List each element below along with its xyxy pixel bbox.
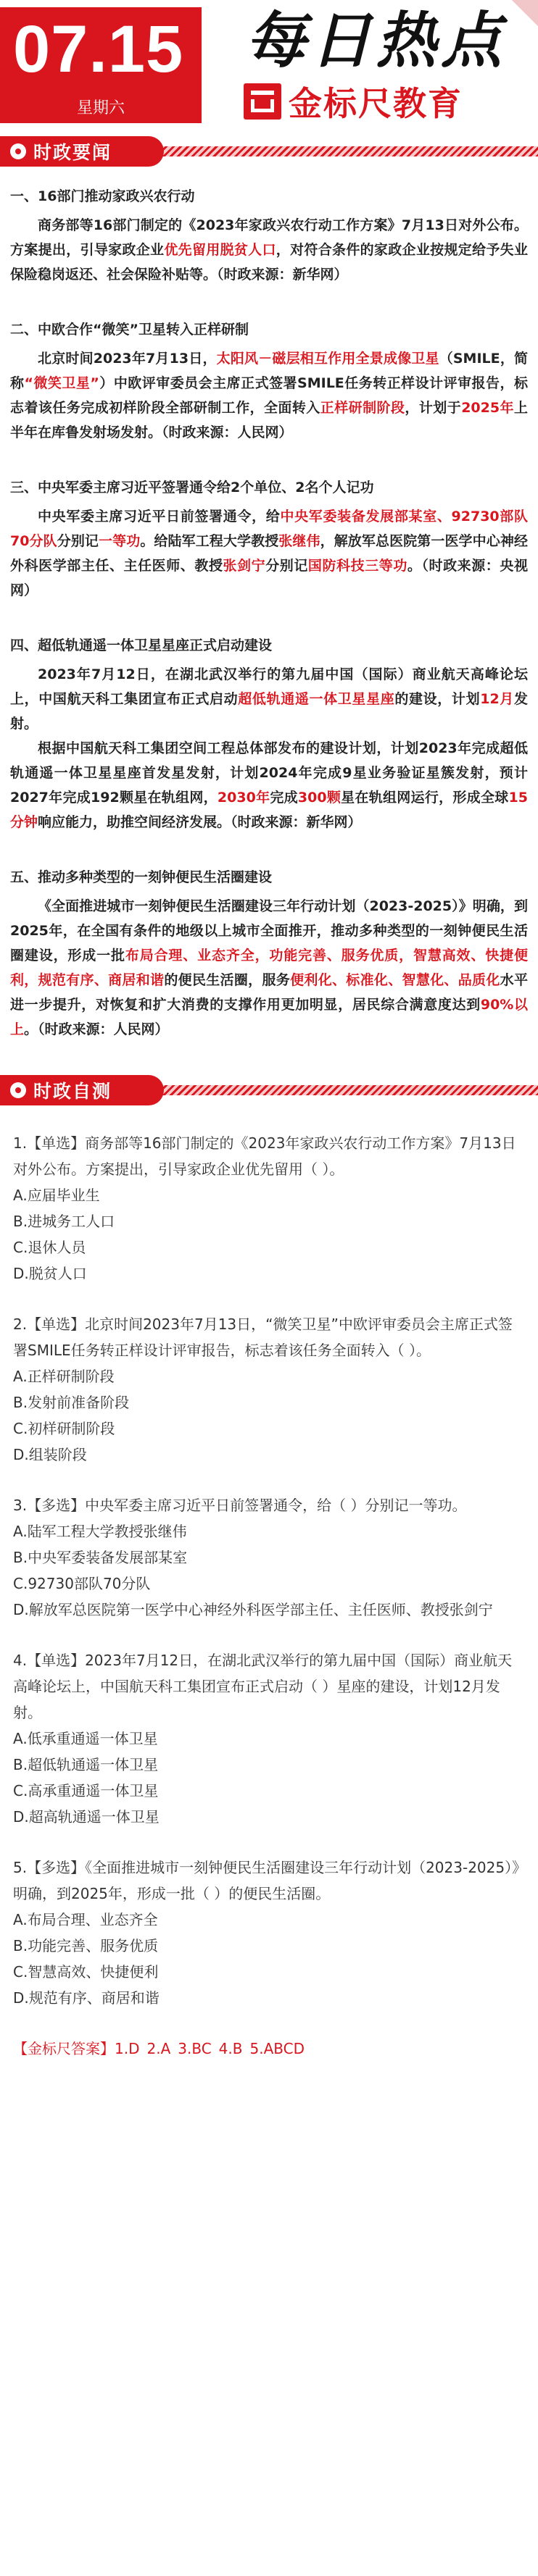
highlight-text: “微笑卫星” [24,375,99,391]
daily-hotspot-title: 每日热点 [245,4,507,76]
body-text: 分别记 [265,558,308,574]
news-section-header [0,133,538,170]
section-title: 时政要闻 [33,142,112,163]
news-list [0,170,538,1042]
answer-item: 4.B [218,2040,243,2057]
question-option: D.超高轨通遥一体卫星 [13,1808,160,1826]
question-option: C.退休人员 [13,1239,86,1256]
body-text: 分别记 [57,533,99,549]
highlight-text: 国防科技三等功 [307,558,407,574]
question-option: B.进城务工人口 [13,1213,115,1230]
answer-items [115,2040,305,2057]
quiz-question [13,1492,525,1623]
highlight-text: 90%以上 [10,997,528,1037]
quiz-section-header [0,1072,538,1108]
body-text: 星在轨组网运行，形成全球 [341,790,509,806]
quiz-question [13,1647,525,1830]
news-item-title: 二、中欧合作“微笑”卫星转入正样研制 [10,322,249,338]
body-text: （SMILE，简称 [10,351,529,391]
body-text: 2023年7月12日，在湖北武汉举行的第九届中国（国际）商业航天高峰论坛上，中国航天科工集团宣布正式启动 [10,666,528,707]
weekday-label: 星期六 [76,99,125,117]
highlight-text: 正样研制阶段 [320,400,405,416]
highlight-text: 2025年 [461,400,514,416]
highlight-text: 300颗 [297,790,342,806]
highlight-text: 超低轨通遥一体卫星星座 [238,691,395,707]
answer-label: 【金标尺答案】 [13,2040,115,2057]
quiz-question [13,1130,525,1287]
brand [244,81,463,122]
question-option: B.功能完善、服务优质 [13,1937,159,1954]
highlight-text: 便利化、标准化、智慧化、品质化 [290,972,500,988]
body-text: 水平进一步提升，对恢复和扩大消费的支撑作用更加明显，居民综合满意度达到 [10,972,528,1013]
question-option: D.解放军总医院第一医学中心神经外科医学部主任、主任医师、教授张剑宁 [13,1601,493,1618]
body-text: 北京时间2023年7月13日， [38,351,217,367]
body-text: ）中欧评审委员会主席正式签署SMILE任务转正样设计评审报告，标志着该任务完成初样阶段全部研制工作，全面转入 [10,375,528,416]
quiz [0,1108,538,2062]
question-stem: 1.【单选】商务部等16部门制定的《2023年家政兴农行动工作方案》7月13日对外公布。方案提出，引导家政企业优先留用（ ）。 [13,1134,516,1178]
question-option: D.组装阶段 [13,1446,87,1463]
news-item-body [10,894,528,1042]
body-text: 发射。 [10,691,528,732]
question-stem: 4.【单选】2023年7月12日，在湖北武汉举行的第九届中国（国际）商业航天高峰论坛上，中国航天科工集团宣布正式启动（ ）星座的建设，计划12月发射。 [13,1652,513,1721]
highlight-text: 优先留用脱贫人口 [164,242,276,258]
question-option: B.发射前准备阶段 [13,1394,130,1411]
body-text: 中央军委主席习近平日前签署通令，给 [38,509,281,524]
highlight-text: 一等功 [99,533,141,549]
question-option: A.陆军工程大学教授张继伟 [13,1523,187,1540]
body-text: 完成 [270,790,298,806]
news-item-body [10,504,528,603]
section-title-pill [0,1075,164,1105]
highlight-text: 中央军委装备发展部某室、92730部队70分队 [10,509,528,549]
highlight-text: 太阳风－磁层相互作用全景成像卫星 [216,351,439,367]
body-text: 。给陆军工程大学教授 [140,533,279,549]
bullet-circle-icon [10,1082,26,1098]
question-option: C.高承重通遥一体卫星 [13,1782,159,1799]
news-item-title: 四、超低轨通遥一体卫星星座正式启动建设 [10,637,273,653]
question-stem: 5.【多选】《全面推进城市一刻钟便民生活圈建设三年行动计划（2023-2025）》明确，到2025年，形成一批（ ）的便民生活圈。 [13,1859,520,1902]
quiz-list [13,1130,525,2011]
answer-item: 1.D [115,2040,140,2057]
highlight-text: 15分钟 [10,790,528,830]
highlight-text: 张继伟 [278,533,320,549]
body-text: ，解放军总医院第一医学中心神经外科医学部主任、主任医师、教授 [10,533,528,574]
question-option: A.正样研制阶段 [13,1368,115,1385]
body-text: 。（时政来源：央视网） [10,558,528,598]
body-text: ，对符合条件的家政企业按规定给予失业保险稳岗返还、社会保险补贴等。（时政来源：新华网） [10,242,528,283]
question-option: C.92730部队70分队 [13,1575,151,1592]
body-text: 响应能力，助推空间经济发展。（时政来源：新华网） [38,814,362,830]
body-text: ，计划于 [405,400,462,416]
news-item-title: 五、推动多种类型的一刻钟便民生活圈建设 [10,869,273,885]
body-text: 的便民生活圈，服务 [164,972,291,988]
body-text: 根据中国航天科工集团空间工程总体部发布的建设计划，计划2023年完成超低轨通遥一体卫星星座首发星发射，计划2024年完成9星业务验证星簇发射，预计2027年完成192颗星在轨组网， [10,740,528,806]
section-title-pill [0,136,164,167]
question-option: A.低承重通遥一体卫星 [13,1730,158,1747]
news-item-body [10,736,528,835]
news-item-title: 三、中央军委主席习近平签署通令给2个单位、2名个人记功 [10,480,374,495]
body-text: 《全面推进城市一刻钟便民生活圈建设三年行动计划（2023-2025）》明确，到2025年，在全国有条件的地级以上城市全面推开，推动多种类型的一刻钟便民生活圈建设，形成一批 [10,898,528,963]
highlight-text: 2030年 [217,790,270,806]
question-option: C.智慧高效、快捷便利 [13,1963,159,1981]
question-option: C.初样研制阶段 [13,1420,115,1437]
highlight-text: 布局合理、业态齐全，功能完善、服务优质，智慧高效、快捷便利，规范有序、商居和谐 [10,948,528,988]
question-option: A.应届毕业生 [13,1187,100,1204]
corner-decoration [512,0,538,26]
answer-item: 3.BC [178,2040,212,2057]
date-box [0,7,202,123]
question-option: A.布局合理、业态齐全 [13,1911,158,1928]
date-number: 07.15 [13,12,184,86]
news-item-title: 一、16部门推动家政兴农行动 [10,188,195,204]
brand-name: 金标尺教育 [289,84,463,123]
question-option: B.超低轨通遥一体卫星 [13,1756,159,1773]
question-stem: 2.【单选】北京时间2023年7月13日，“微笑卫星”中欧评审委员会主席正式签署SMILE任务转正样设计评审报告，标志着该任务全面转入（ ）。 [13,1316,513,1359]
news-item-body [10,662,528,736]
answer-item: 2.A [146,2040,171,2057]
news-item [10,184,528,287]
news-item [10,865,528,1042]
news-item [10,633,528,835]
news-item [10,475,528,603]
question-option: B.中央军委装备发展部某室 [13,1549,188,1566]
body-text: 的建设，计划 [394,691,481,707]
quiz-question [13,1854,525,2011]
body-text: 上半年在库鲁发射场发射。（时政来源：人民网） [10,400,528,440]
bullet-circle-icon [10,143,26,159]
body-text: 。（时政来源：人民网） [24,1021,169,1037]
news-item-body [10,213,528,287]
quiz-question [13,1311,525,1468]
question-option: D.规范有序、商居和谐 [13,1989,160,2007]
header-banner [0,0,538,133]
highlight-text: 张剑宁 [223,558,266,574]
answer-item: 5.ABCD [249,2040,305,2057]
section-title: 时政自测 [33,1081,112,1102]
brand-logo-icon [244,83,281,120]
highlight-text: 12月 [480,691,514,707]
question-stem: 3.【多选】中央军委主席习近平日前签署通令，给（ ）分别记一等功。 [13,1497,467,1514]
answer-line [13,2036,525,2062]
body-text: 商务部等16部门制定的《2023年家政兴农行动工作方案》7月13日对外公布。方案提出，引导家政企业 [10,217,528,258]
news-item-body [10,346,528,445]
news-item [10,317,528,445]
question-option: D.脱贫人口 [13,1265,87,1282]
